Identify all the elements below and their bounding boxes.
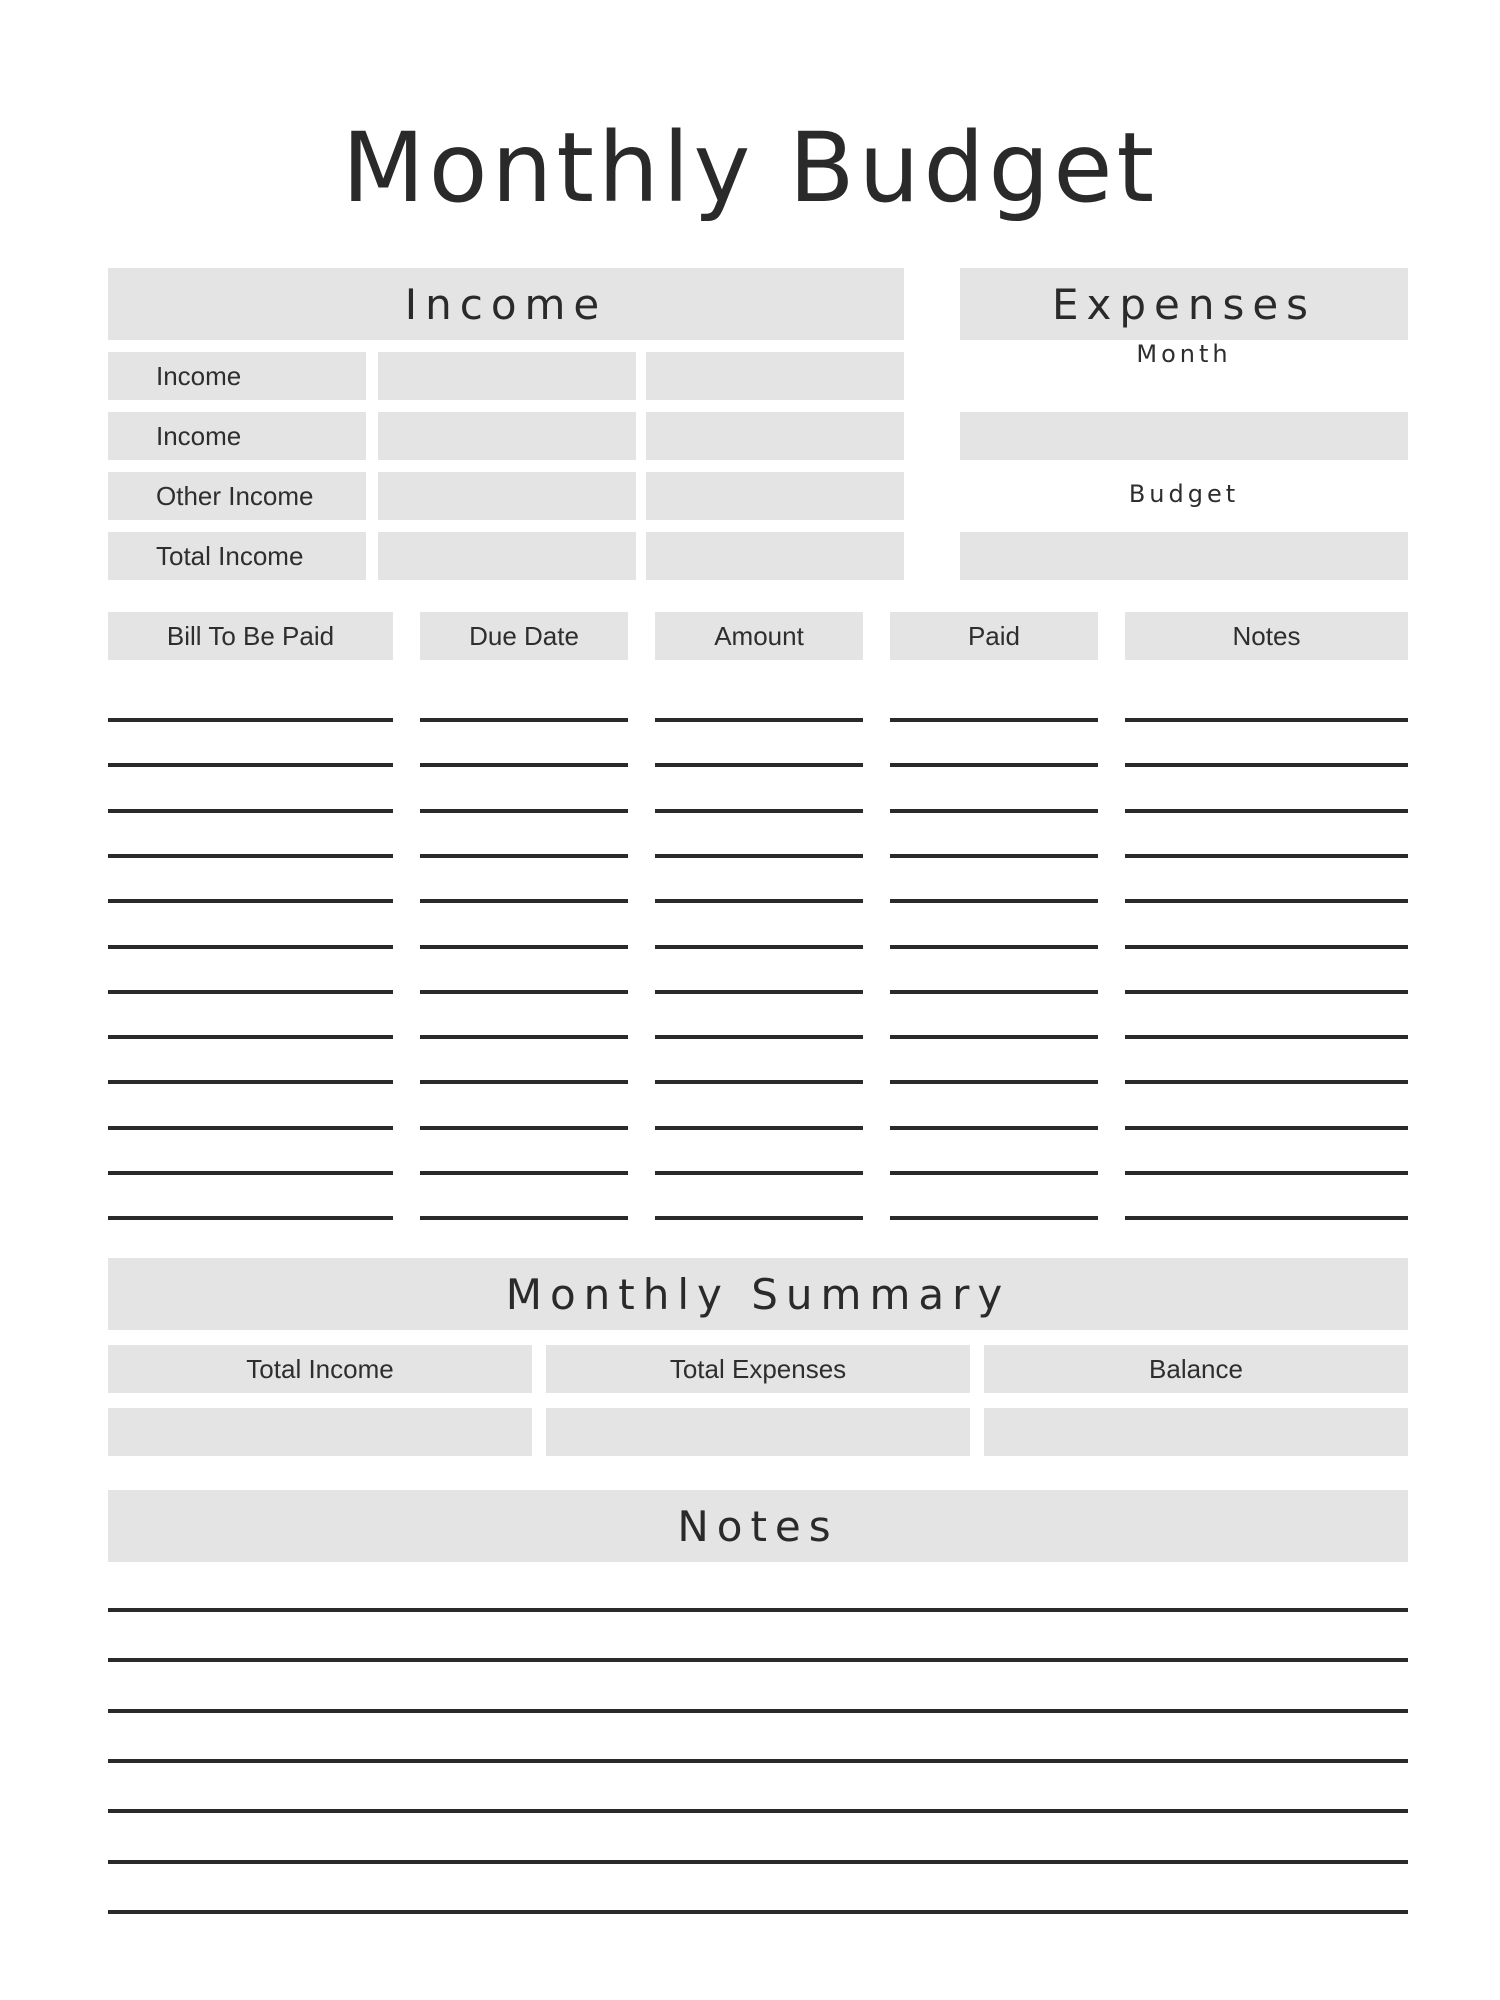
bill-line[interactable] bbox=[890, 718, 1098, 722]
bill-line[interactable] bbox=[108, 718, 393, 722]
bill-line[interactable] bbox=[655, 899, 863, 903]
income-row-4-field-2[interactable] bbox=[646, 532, 904, 580]
bill-line[interactable] bbox=[1125, 1171, 1408, 1175]
bill-line[interactable] bbox=[890, 990, 1098, 994]
bill-line[interactable] bbox=[420, 1035, 628, 1039]
bill-line[interactable] bbox=[655, 990, 863, 994]
bill-line[interactable] bbox=[890, 899, 1098, 903]
bills-col-amount: Amount bbox=[655, 612, 863, 660]
summary-balance-field[interactable] bbox=[984, 1408, 1408, 1456]
bill-line[interactable] bbox=[108, 1216, 393, 1220]
bill-line[interactable] bbox=[890, 1035, 1098, 1039]
income-row-4-field-1[interactable] bbox=[378, 532, 636, 580]
income-heading: Income bbox=[108, 268, 904, 340]
bill-line[interactable] bbox=[655, 718, 863, 722]
bill-line[interactable] bbox=[655, 1080, 863, 1084]
bill-line[interactable] bbox=[420, 809, 628, 813]
summary-col-total-expenses: Total Expenses bbox=[546, 1345, 970, 1393]
notes-line[interactable] bbox=[108, 1759, 1408, 1763]
income-row-1-field-2[interactable] bbox=[646, 352, 904, 400]
bill-line[interactable] bbox=[1125, 945, 1408, 949]
bill-line[interactable] bbox=[108, 1171, 393, 1175]
bill-line[interactable] bbox=[420, 1216, 628, 1220]
notes-line[interactable] bbox=[108, 1709, 1408, 1713]
income-row-1-field-1[interactable] bbox=[378, 352, 636, 400]
expenses-budget-field[interactable] bbox=[960, 532, 1408, 580]
bill-line[interactable] bbox=[420, 899, 628, 903]
bill-line[interactable] bbox=[890, 854, 1098, 858]
bill-line[interactable] bbox=[420, 945, 628, 949]
bill-line[interactable] bbox=[655, 945, 863, 949]
bill-line[interactable] bbox=[108, 1080, 393, 1084]
bill-line[interactable] bbox=[655, 809, 863, 813]
bill-line[interactable] bbox=[655, 763, 863, 767]
bill-line[interactable] bbox=[1125, 854, 1408, 858]
bill-line[interactable] bbox=[655, 1171, 863, 1175]
bill-line[interactable] bbox=[655, 854, 863, 858]
notes-line[interactable] bbox=[108, 1860, 1408, 1864]
summary-total-expenses-field[interactable] bbox=[546, 1408, 970, 1456]
bill-line[interactable] bbox=[108, 899, 393, 903]
summary-total-income-field[interactable] bbox=[108, 1408, 532, 1456]
bill-line[interactable] bbox=[1125, 899, 1408, 903]
bill-line[interactable] bbox=[890, 763, 1098, 767]
bill-line[interactable] bbox=[108, 854, 393, 858]
bills-col-paid: Paid bbox=[890, 612, 1098, 660]
bill-line[interactable] bbox=[420, 990, 628, 994]
bill-line[interactable] bbox=[890, 1171, 1098, 1175]
bill-line[interactable] bbox=[420, 1080, 628, 1084]
bill-line[interactable] bbox=[108, 763, 393, 767]
bill-line[interactable] bbox=[890, 1126, 1098, 1130]
bills-col-due-date: Due Date bbox=[420, 612, 628, 660]
income-row-label-2: Income bbox=[108, 412, 366, 460]
summary-col-balance: Balance bbox=[984, 1345, 1408, 1393]
income-row-3-field-1[interactable] bbox=[378, 472, 636, 520]
bill-line[interactable] bbox=[1125, 1035, 1408, 1039]
bill-line[interactable] bbox=[890, 1080, 1098, 1084]
bill-line[interactable] bbox=[108, 990, 393, 994]
bill-line[interactable] bbox=[655, 1216, 863, 1220]
bill-line[interactable] bbox=[420, 854, 628, 858]
notes-line[interactable] bbox=[108, 1608, 1408, 1612]
bill-line[interactable] bbox=[655, 1035, 863, 1039]
bill-line[interactable] bbox=[655, 1126, 863, 1130]
summary-col-total-income: Total Income bbox=[108, 1345, 532, 1393]
bill-line[interactable] bbox=[420, 1171, 628, 1175]
bills-col-notes: Notes bbox=[1125, 612, 1408, 660]
bill-line[interactable] bbox=[1125, 1216, 1408, 1220]
bill-line[interactable] bbox=[420, 763, 628, 767]
bill-line[interactable] bbox=[890, 809, 1098, 813]
summary-heading: Monthly Summary bbox=[108, 1258, 1408, 1330]
expenses-month-field[interactable] bbox=[960, 412, 1408, 460]
expenses-budget-label: Budget bbox=[1128, 480, 1240, 508]
notes-line[interactable] bbox=[108, 1809, 1408, 1813]
bill-line[interactable] bbox=[420, 1126, 628, 1130]
expenses-heading: Expenses bbox=[960, 268, 1408, 340]
bill-line[interactable] bbox=[890, 945, 1098, 949]
bill-line[interactable] bbox=[1125, 763, 1408, 767]
bill-line[interactable] bbox=[1125, 718, 1408, 722]
bills-col-bill: Bill To Be Paid bbox=[108, 612, 393, 660]
bill-line[interactable] bbox=[1125, 809, 1408, 813]
bill-line[interactable] bbox=[108, 945, 393, 949]
income-row-3-field-2[interactable] bbox=[646, 472, 904, 520]
bill-line[interactable] bbox=[108, 1035, 393, 1039]
expenses-month-label: Month bbox=[1136, 340, 1232, 368]
income-row-2-field-1[interactable] bbox=[378, 412, 636, 460]
bill-line[interactable] bbox=[420, 718, 628, 722]
income-row-label-3: Other Income bbox=[108, 472, 366, 520]
bill-line[interactable] bbox=[1125, 1080, 1408, 1084]
bill-line[interactable] bbox=[1125, 990, 1408, 994]
notes-line[interactable] bbox=[108, 1910, 1408, 1914]
bill-line[interactable] bbox=[108, 809, 393, 813]
bill-line[interactable] bbox=[1125, 1126, 1408, 1130]
page-title: Monthly Budget bbox=[341, 112, 1159, 224]
income-row-2-field-2[interactable] bbox=[646, 412, 904, 460]
bill-line[interactable] bbox=[108, 1126, 393, 1130]
income-row-label-1: Income bbox=[108, 352, 366, 400]
bill-line[interactable] bbox=[890, 1216, 1098, 1220]
notes-line[interactable] bbox=[108, 1658, 1408, 1662]
notes-heading: Notes bbox=[108, 1490, 1408, 1562]
income-row-label-4: Total Income bbox=[108, 532, 366, 580]
